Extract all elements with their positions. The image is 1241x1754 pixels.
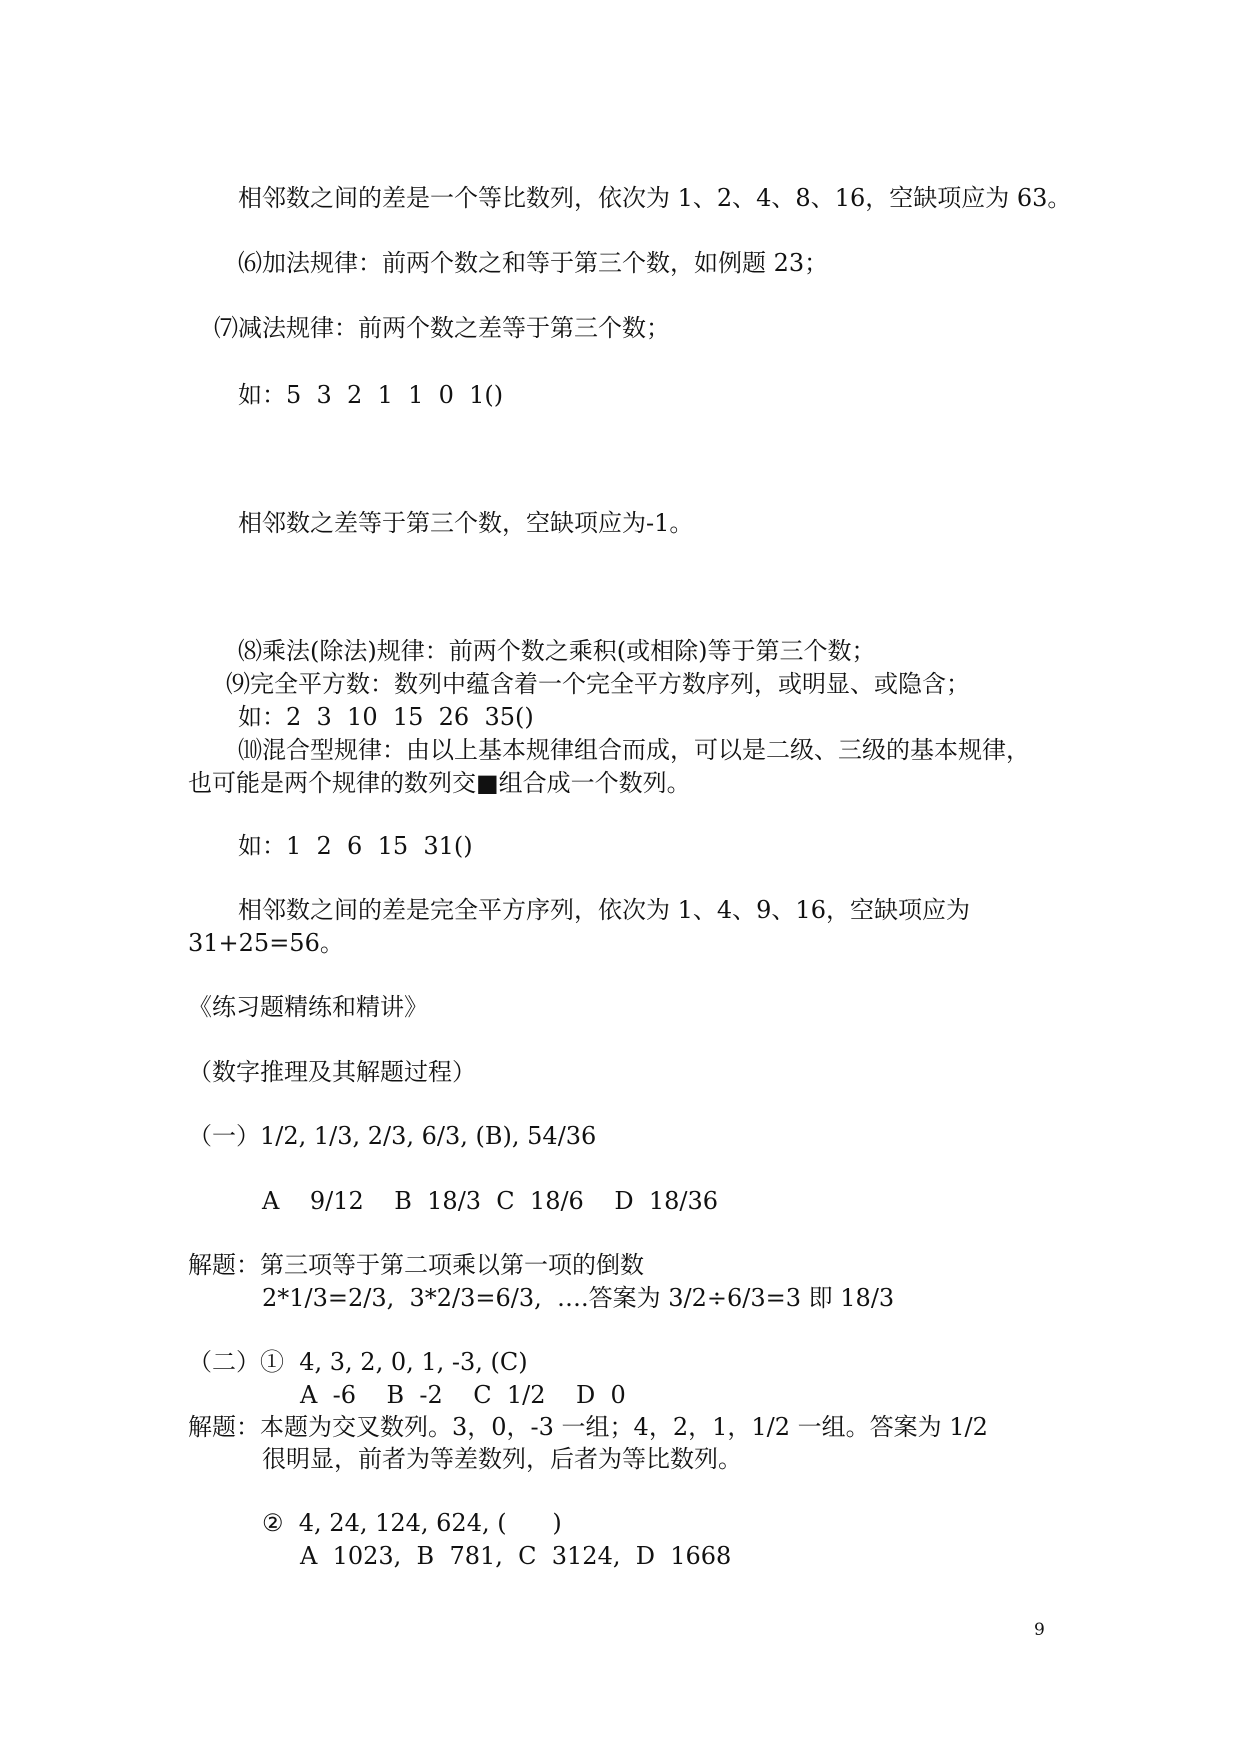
page-number: 9	[1034, 1620, 1045, 1640]
line-8: 如：2 3 10 15 26 35()	[238, 703, 534, 731]
line-12: 相邻数之间的差是完全平方序列，依次为 1、4、9、16，空缺项应为	[238, 896, 970, 924]
line-25: A 1023, B 781, C 3124, D 1668	[300, 1542, 732, 1570]
line-10: 也可能是两个规律的数列交■组合成一个数列。	[188, 769, 691, 797]
line-11: 如：1 2 6 15 31()	[238, 832, 473, 860]
line-18: 解题：第三项等于第二项乘以第一项的倒数	[188, 1251, 644, 1279]
line-5: 相邻数之差等于第三个数，空缺项应为-1。	[238, 509, 694, 537]
line-22: 解题：本题为交叉数列。3，0，-3 一组；4，2，1，1/2 一组。答案为 1/2	[188, 1413, 988, 1441]
line-2: ⑹加法规律：前两个数之和等于第三个数，如例题 23；	[238, 249, 829, 277]
line-23: 很明显，前者为等差数列，后者为等比数列。	[262, 1445, 742, 1473]
line-6: ⑻乘法(除法)规律：前两个数之乘积(或相除)等于第三个数；	[238, 637, 876, 665]
line-9: ⑽混合型规律：由以上基本规律组合而成，可以是二级、三级的基本规律，	[238, 736, 1030, 764]
line-7: ⑼完全平方数：数列中蕴含着一个完全平方数序列，或明显、或隐含；	[226, 670, 970, 698]
line-17: A 9/12 B 18/3 C 18/6 D 18/36	[262, 1187, 718, 1215]
line-13: 31+25=56。	[188, 929, 344, 957]
line-4: 如：5 3 2 1 1 0 1()	[238, 381, 504, 409]
line-24: ② 4, 24, 124, 624, ( )	[262, 1509, 562, 1537]
line-15: （数字推理及其解题过程）	[188, 1058, 476, 1086]
line-3: ⑺减法规律：前两个数之差等于第三个数；	[214, 314, 670, 342]
line-20: （二）① 4, 3, 2, 0, 1, -3, (C)	[188, 1348, 528, 1376]
line-1: 相邻数之间的差是一个等比数列，依次为 1、2、4、8、16，空缺项应为 63。	[238, 184, 1072, 212]
line-16: （一）1/2, 1/3, 2/3, 6/3, (B), 54/36	[188, 1122, 597, 1150]
line-19: 2*1/3=2/3, 3*2/3=6/3, ….答案为 3/2÷6/3=3 即 18/3	[262, 1284, 895, 1312]
line-21: A -6 B -2 C 1/2 D 0	[300, 1381, 626, 1409]
line-14: 《练习题精练和精讲》	[188, 993, 428, 1021]
